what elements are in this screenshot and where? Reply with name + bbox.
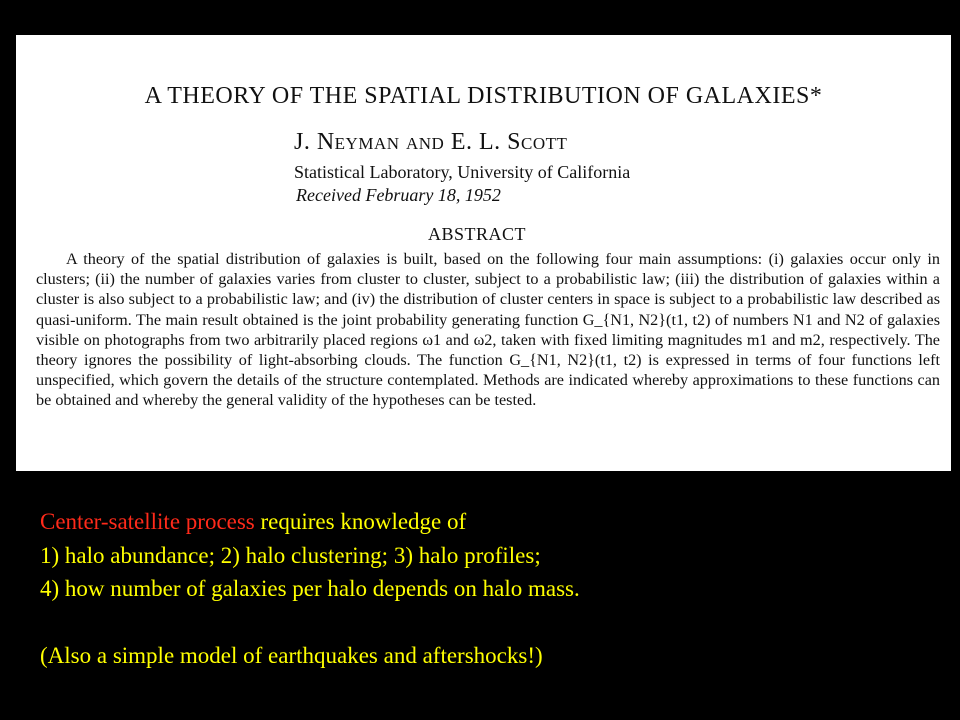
caption-line-1 [40,505,580,539]
caption-line-2: 1) halo abundance; 2) halo clustering; 3) halo profiles; [40,542,541,568]
abstract-body: A theory of the spatial distribution of galaxies is built, based on the following four main assumptions: (i) galaxies occur only in clusters; (ii) the number of galaxies varies from cluster to cluster, subject to a probabilistic law; (iii) the distribution of galaxies within a cluster is also subject to a probabilistic law; and (iv) the distribution of cluster centers in space is subject to a probabilistic law described as quasi-uniform. The main result obtained is the joint probability generating function G_{N1, N2}(t1, t2) of numbers N1 and N2 of galaxies visible on photographs from two arbitrarily placed regions ω1 and ω2, taken with fixed limiting magnitudes m1 and m2, respectively. The theory ignores the possibility of light-absorbing clouds. The function G_{N1, N2}(t1, t2) is expressed in terms of four functions left unspecified, which govern the details of the structure contemplated. Methods are indicated whereby approximations to these functions can be obtained and whereby the general validity of the hypotheses can be tested. [36,250,940,410]
slide-caption [40,505,580,672]
paper-title: A THEORY OF THE SPATIAL DISTRIBUTION OF GALAXIES* [144,83,823,109]
caption-line-3: 4) how number of galaxies per halo depends on halo mass. [40,576,580,601]
caption-line-1-rest: requires knowledge of [254,509,467,534]
caption-line-4: (Also a simple model of earthquakes and aftershocks!) [40,642,543,668]
paper-authors: J. Neyman and E. L. Scott [294,129,568,155]
abstract-heading: ABSTRACT [428,224,527,244]
paper-excerpt [16,35,951,471]
caption-highlight: Center-satellite process [40,509,255,534]
paper-received-date: Received February 18, 1952 [296,185,501,205]
paper-affiliation: Statistical Laboratory, University of California [294,162,631,182]
